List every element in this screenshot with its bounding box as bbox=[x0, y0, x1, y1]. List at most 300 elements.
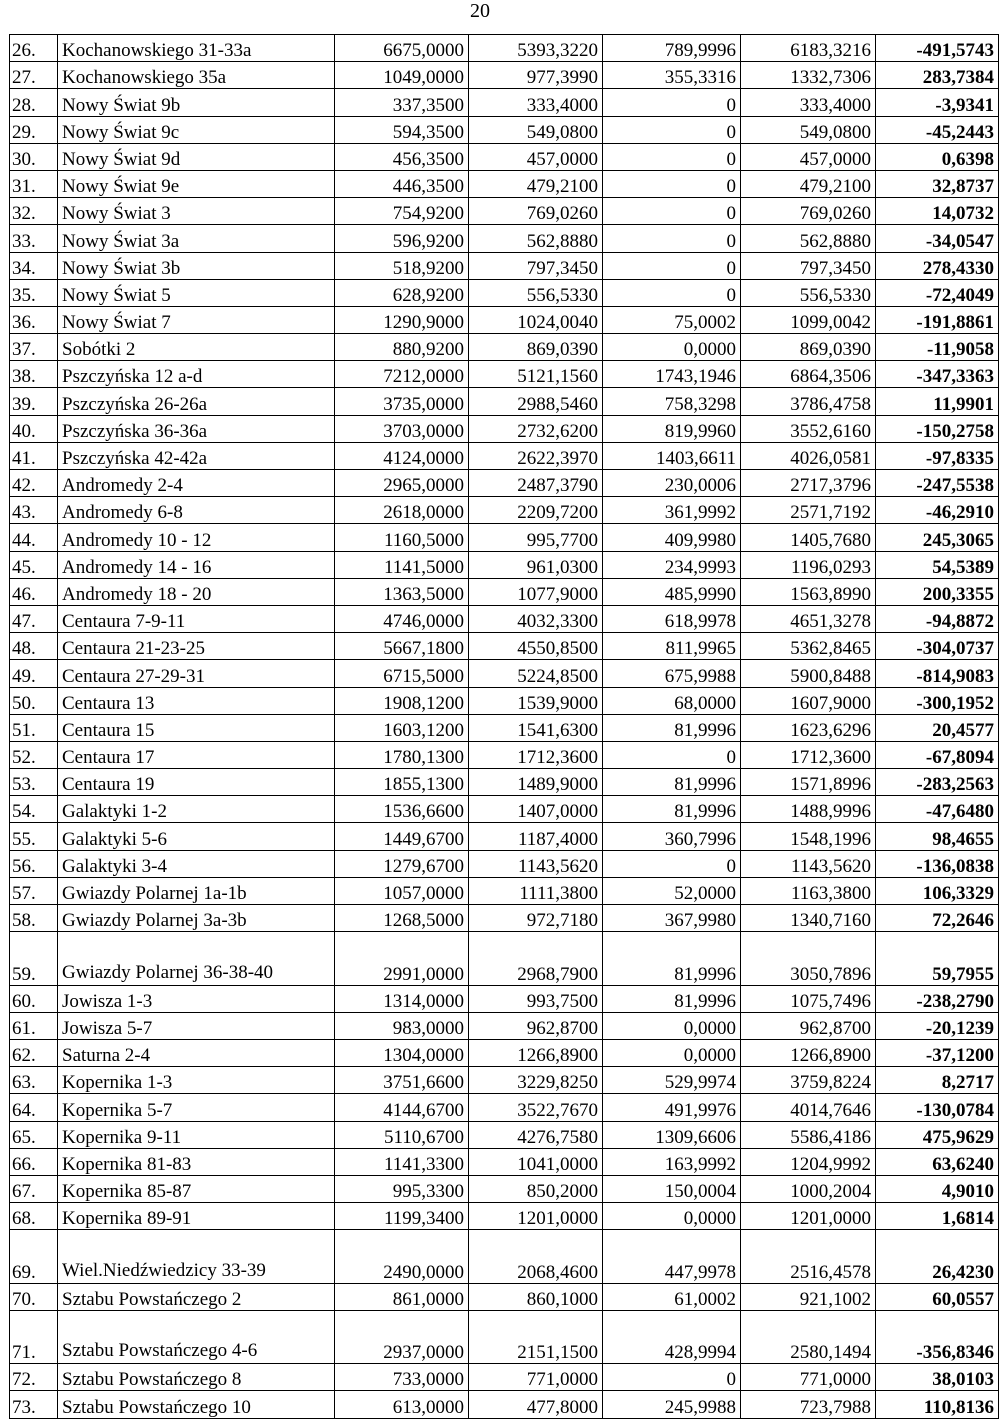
value-3-cell: 491,9976 bbox=[603, 1094, 741, 1121]
value-2-cell: 1407,0000 bbox=[469, 796, 603, 823]
value-2-cell: 4032,3300 bbox=[469, 605, 603, 632]
value-3-cell: 0 bbox=[603, 279, 741, 306]
address-cell: Nowy Świat 3b bbox=[58, 252, 335, 279]
row-number-cell: 30. bbox=[10, 143, 58, 170]
difference-cell: 278,4330 bbox=[876, 252, 999, 279]
address-cell: Nowy Świat 9c bbox=[58, 116, 335, 143]
value-4-cell: 3552,6160 bbox=[741, 415, 876, 442]
value-2-cell: 2622,3970 bbox=[469, 442, 603, 469]
address-cell: Andromedy 6-8 bbox=[58, 497, 335, 524]
value-3-cell: 0 bbox=[603, 225, 741, 252]
value-1-cell: 983,0000 bbox=[335, 1012, 469, 1039]
value-1-cell: 1160,5000 bbox=[335, 524, 469, 551]
value-1-cell: 2991,0000 bbox=[335, 932, 469, 985]
row-number-cell: 69. bbox=[10, 1230, 58, 1283]
difference-cell: -136,0838 bbox=[876, 850, 999, 877]
difference-cell: -11,9058 bbox=[876, 334, 999, 361]
value-4-cell: 1163,3800 bbox=[741, 877, 876, 904]
value-4-cell: 479,2100 bbox=[741, 170, 876, 197]
value-1-cell: 3735,0000 bbox=[335, 388, 469, 415]
value-2-cell: 1077,9000 bbox=[469, 578, 603, 605]
value-3-cell: 0 bbox=[603, 741, 741, 768]
row-number-cell: 40. bbox=[10, 415, 58, 442]
address-cell: Galaktyki 3-4 bbox=[58, 850, 335, 877]
value-4-cell: 2516,4578 bbox=[741, 1230, 876, 1283]
value-2-cell: 1187,4000 bbox=[469, 823, 603, 850]
difference-cell: -283,2563 bbox=[876, 769, 999, 796]
value-3-cell: 485,9990 bbox=[603, 578, 741, 605]
value-4-cell: 1000,2004 bbox=[741, 1175, 876, 1202]
table-row bbox=[10, 823, 999, 850]
row-number-cell: 42. bbox=[10, 470, 58, 497]
address-cell: Centaura 21-23-25 bbox=[58, 633, 335, 660]
value-2-cell: 2209,7200 bbox=[469, 497, 603, 524]
difference-cell: 245,3065 bbox=[876, 524, 999, 551]
table-row bbox=[10, 524, 999, 551]
value-4-cell: 1143,5620 bbox=[741, 850, 876, 877]
value-4-cell: 6183,3216 bbox=[741, 35, 876, 62]
row-number-cell: 32. bbox=[10, 198, 58, 225]
value-1-cell: 1855,1300 bbox=[335, 769, 469, 796]
difference-cell: -20,1239 bbox=[876, 1012, 999, 1039]
value-1-cell: 1314,0000 bbox=[335, 985, 469, 1012]
table-row bbox=[10, 306, 999, 333]
row-number-cell: 29. bbox=[10, 116, 58, 143]
value-3-cell: 81,9996 bbox=[603, 932, 741, 985]
address-cell: Jowisza 5-7 bbox=[58, 1012, 335, 1039]
difference-cell: 11,9901 bbox=[876, 388, 999, 415]
address-cell: Kopernika 9-11 bbox=[58, 1121, 335, 1148]
value-1-cell: 3703,0000 bbox=[335, 415, 469, 442]
table-row bbox=[10, 1310, 999, 1363]
value-4-cell: 1196,0293 bbox=[741, 551, 876, 578]
row-number-cell: 26. bbox=[10, 35, 58, 62]
value-2-cell: 1201,0000 bbox=[469, 1203, 603, 1230]
value-3-cell: 367,9980 bbox=[603, 905, 741, 932]
value-2-cell: 1024,0040 bbox=[469, 306, 603, 333]
value-3-cell: 245,9988 bbox=[603, 1391, 741, 1418]
difference-cell: -150,2758 bbox=[876, 415, 999, 442]
difference-cell: 98,4655 bbox=[876, 823, 999, 850]
value-1-cell: 1603,1200 bbox=[335, 714, 469, 741]
address-cell: Centaura 17 bbox=[58, 741, 335, 768]
table-row bbox=[10, 198, 999, 225]
row-number-cell: 39. bbox=[10, 388, 58, 415]
value-4-cell: 3759,8224 bbox=[741, 1067, 876, 1094]
value-2-cell: 850,2000 bbox=[469, 1175, 603, 1202]
row-number-cell: 47. bbox=[10, 605, 58, 632]
value-1-cell: 1141,5000 bbox=[335, 551, 469, 578]
row-number-cell: 65. bbox=[10, 1121, 58, 1148]
address-cell: Galaktyki 5-6 bbox=[58, 823, 335, 850]
row-number-cell: 52. bbox=[10, 741, 58, 768]
value-1-cell: 446,3500 bbox=[335, 170, 469, 197]
value-3-cell: 0,0000 bbox=[603, 1039, 741, 1066]
value-4-cell: 5900,8488 bbox=[741, 660, 876, 687]
difference-cell: 54,5389 bbox=[876, 551, 999, 578]
table-row bbox=[10, 1012, 999, 1039]
value-2-cell: 2968,7900 bbox=[469, 932, 603, 985]
value-2-cell: 995,7700 bbox=[469, 524, 603, 551]
value-4-cell: 549,0800 bbox=[741, 116, 876, 143]
address-cell: Galaktyki 1-2 bbox=[58, 796, 335, 823]
value-1-cell: 594,3500 bbox=[335, 116, 469, 143]
address-cell: Gwiazdy Polarnej 3a-3b bbox=[58, 905, 335, 932]
value-1-cell: 3751,6600 bbox=[335, 1067, 469, 1094]
row-number-cell: 68. bbox=[10, 1203, 58, 1230]
value-4-cell: 1571,8996 bbox=[741, 769, 876, 796]
value-2-cell: 977,3990 bbox=[469, 62, 603, 89]
value-3-cell: 0,0000 bbox=[603, 1012, 741, 1039]
value-3-cell: 81,9996 bbox=[603, 769, 741, 796]
table-row bbox=[10, 1283, 999, 1310]
table-row bbox=[10, 143, 999, 170]
address-cell: Sztabu Powstańczego 8 bbox=[58, 1364, 335, 1391]
value-3-cell: 81,9996 bbox=[603, 714, 741, 741]
row-number-cell: 56. bbox=[10, 850, 58, 877]
address-cell: Andromedy 2-4 bbox=[58, 470, 335, 497]
address-cell: Gwiazdy Polarnej 36-38-40 bbox=[58, 932, 335, 985]
value-3-cell: 675,9988 bbox=[603, 660, 741, 687]
table-row bbox=[10, 62, 999, 89]
value-1-cell: 337,3500 bbox=[335, 89, 469, 116]
value-1-cell: 518,9200 bbox=[335, 252, 469, 279]
value-4-cell: 2717,3796 bbox=[741, 470, 876, 497]
table-row bbox=[10, 1148, 999, 1175]
value-1-cell: 5110,6700 bbox=[335, 1121, 469, 1148]
value-4-cell: 556,5330 bbox=[741, 279, 876, 306]
difference-cell: -97,8335 bbox=[876, 442, 999, 469]
value-2-cell: 1041,0000 bbox=[469, 1148, 603, 1175]
difference-cell: -347,3363 bbox=[876, 361, 999, 388]
table-row bbox=[10, 1039, 999, 1066]
value-4-cell: 771,0000 bbox=[741, 1364, 876, 1391]
table-row bbox=[10, 985, 999, 1012]
row-number-cell: 33. bbox=[10, 225, 58, 252]
table-row bbox=[10, 442, 999, 469]
table-row bbox=[10, 388, 999, 415]
value-1-cell: 995,3300 bbox=[335, 1175, 469, 1202]
address-cell: Kopernika 89-91 bbox=[58, 1203, 335, 1230]
address-cell: Kopernika 1-3 bbox=[58, 1067, 335, 1094]
table-row bbox=[10, 633, 999, 660]
difference-cell: 475,9629 bbox=[876, 1121, 999, 1148]
difference-cell: -304,0737 bbox=[876, 633, 999, 660]
value-3-cell: 0 bbox=[603, 252, 741, 279]
value-3-cell: 61,0002 bbox=[603, 1283, 741, 1310]
value-3-cell: 1403,6611 bbox=[603, 442, 741, 469]
value-4-cell: 723,7988 bbox=[741, 1391, 876, 1418]
table-row bbox=[10, 470, 999, 497]
row-number-cell: 38. bbox=[10, 361, 58, 388]
value-1-cell: 4746,0000 bbox=[335, 605, 469, 632]
value-2-cell: 5224,8500 bbox=[469, 660, 603, 687]
difference-cell: 0,6398 bbox=[876, 143, 999, 170]
value-4-cell: 1563,8990 bbox=[741, 578, 876, 605]
table-row bbox=[10, 89, 999, 116]
table-row bbox=[10, 769, 999, 796]
value-4-cell: 333,4000 bbox=[741, 89, 876, 116]
table-row bbox=[10, 1203, 999, 1230]
value-2-cell: 769,0260 bbox=[469, 198, 603, 225]
address-cell: Sztabu Powstańczego 2 bbox=[58, 1283, 335, 1310]
address-cell: Nowy Świat 3 bbox=[58, 198, 335, 225]
row-number-cell: 45. bbox=[10, 551, 58, 578]
value-1-cell: 1304,0000 bbox=[335, 1039, 469, 1066]
value-4-cell: 4026,0581 bbox=[741, 442, 876, 469]
address-cell: Nowy Świat 9e bbox=[58, 170, 335, 197]
value-1-cell: 2618,0000 bbox=[335, 497, 469, 524]
row-number-cell: 53. bbox=[10, 769, 58, 796]
value-2-cell: 1712,3600 bbox=[469, 741, 603, 768]
address-cell: Nowy Świat 9b bbox=[58, 89, 335, 116]
value-2-cell: 562,8880 bbox=[469, 225, 603, 252]
value-4-cell: 869,0390 bbox=[741, 334, 876, 361]
difference-cell: -356,8346 bbox=[876, 1310, 999, 1363]
table-row bbox=[10, 415, 999, 442]
value-2-cell: 2732,6200 bbox=[469, 415, 603, 442]
difference-cell: -72,4049 bbox=[876, 279, 999, 306]
table-row bbox=[10, 170, 999, 197]
table-row bbox=[10, 687, 999, 714]
address-cell: Pszczyńska 26-26a bbox=[58, 388, 335, 415]
address-cell: Centaura 19 bbox=[58, 769, 335, 796]
value-3-cell: 234,9993 bbox=[603, 551, 741, 578]
value-3-cell: 1743,1946 bbox=[603, 361, 741, 388]
difference-cell: -814,9083 bbox=[876, 660, 999, 687]
value-1-cell: 1057,0000 bbox=[335, 877, 469, 904]
table-row bbox=[10, 605, 999, 632]
value-2-cell: 477,8000 bbox=[469, 1391, 603, 1418]
table-row bbox=[10, 660, 999, 687]
value-3-cell: 447,9978 bbox=[603, 1230, 741, 1283]
value-1-cell: 1908,1200 bbox=[335, 687, 469, 714]
row-number-cell: 34. bbox=[10, 252, 58, 279]
row-number-cell: 58. bbox=[10, 905, 58, 932]
value-1-cell: 1290,9000 bbox=[335, 306, 469, 333]
difference-cell: -3,9341 bbox=[876, 89, 999, 116]
value-1-cell: 1141,3300 bbox=[335, 1148, 469, 1175]
value-3-cell: 81,9996 bbox=[603, 985, 741, 1012]
difference-cell: -47,6480 bbox=[876, 796, 999, 823]
value-2-cell: 2487,3790 bbox=[469, 470, 603, 497]
difference-cell: 20,4577 bbox=[876, 714, 999, 741]
table-row bbox=[10, 279, 999, 306]
value-1-cell: 1049,0000 bbox=[335, 62, 469, 89]
table-row bbox=[10, 877, 999, 904]
value-3-cell: 0 bbox=[603, 850, 741, 877]
table-row bbox=[10, 905, 999, 932]
value-1-cell: 7212,0000 bbox=[335, 361, 469, 388]
table-row bbox=[10, 252, 999, 279]
difference-cell: -130,0784 bbox=[876, 1094, 999, 1121]
value-1-cell: 1279,6700 bbox=[335, 850, 469, 877]
value-2-cell: 771,0000 bbox=[469, 1364, 603, 1391]
value-2-cell: 1143,5620 bbox=[469, 850, 603, 877]
value-2-cell: 4276,7580 bbox=[469, 1121, 603, 1148]
value-3-cell: 618,9978 bbox=[603, 605, 741, 632]
table-row bbox=[10, 1230, 999, 1283]
value-3-cell: 0 bbox=[603, 116, 741, 143]
value-1-cell: 456,3500 bbox=[335, 143, 469, 170]
row-number-cell: 50. bbox=[10, 687, 58, 714]
value-1-cell: 2937,0000 bbox=[335, 1310, 469, 1363]
value-4-cell: 1332,7306 bbox=[741, 62, 876, 89]
difference-cell: -191,8861 bbox=[876, 306, 999, 333]
row-number-cell: 54. bbox=[10, 796, 58, 823]
value-1-cell: 596,9200 bbox=[335, 225, 469, 252]
value-1-cell: 1268,5000 bbox=[335, 905, 469, 932]
value-3-cell: 811,9965 bbox=[603, 633, 741, 660]
value-3-cell: 0 bbox=[603, 1364, 741, 1391]
value-4-cell: 5362,8465 bbox=[741, 633, 876, 660]
difference-cell: 4,9010 bbox=[876, 1175, 999, 1202]
value-1-cell: 5667,1800 bbox=[335, 633, 469, 660]
address-cell: Saturna 2-4 bbox=[58, 1039, 335, 1066]
value-1-cell: 754,9200 bbox=[335, 198, 469, 225]
value-4-cell: 1548,1996 bbox=[741, 823, 876, 850]
table-row bbox=[10, 1121, 999, 1148]
address-cell: Pszczyńska 12 a-d bbox=[58, 361, 335, 388]
row-number-cell: 73. bbox=[10, 1391, 58, 1418]
address-cell: Centaura 15 bbox=[58, 714, 335, 741]
difference-cell: 106,3329 bbox=[876, 877, 999, 904]
value-2-cell: 1111,3800 bbox=[469, 877, 603, 904]
value-2-cell: 4550,8500 bbox=[469, 633, 603, 660]
row-number-cell: 43. bbox=[10, 497, 58, 524]
address-cell: Nowy Świat 9d bbox=[58, 143, 335, 170]
value-2-cell: 1541,6300 bbox=[469, 714, 603, 741]
row-number-cell: 49. bbox=[10, 660, 58, 687]
value-2-cell: 993,7500 bbox=[469, 985, 603, 1012]
value-2-cell: 5393,3220 bbox=[469, 35, 603, 62]
table-row bbox=[10, 741, 999, 768]
value-2-cell: 962,8700 bbox=[469, 1012, 603, 1039]
difference-cell: 38,0103 bbox=[876, 1364, 999, 1391]
table-row bbox=[10, 35, 999, 62]
row-number-cell: 60. bbox=[10, 985, 58, 1012]
value-4-cell: 1340,7160 bbox=[741, 905, 876, 932]
row-number-cell: 27. bbox=[10, 62, 58, 89]
value-3-cell: 0 bbox=[603, 198, 741, 225]
value-3-cell: 428,9994 bbox=[603, 1310, 741, 1363]
difference-cell: -300,1952 bbox=[876, 687, 999, 714]
difference-cell: -37,1200 bbox=[876, 1039, 999, 1066]
value-3-cell: 355,3316 bbox=[603, 62, 741, 89]
value-4-cell: 4014,7646 bbox=[741, 1094, 876, 1121]
difference-cell: -45,2443 bbox=[876, 116, 999, 143]
value-2-cell: 556,5330 bbox=[469, 279, 603, 306]
difference-cell: 1,6814 bbox=[876, 1203, 999, 1230]
value-3-cell: 0 bbox=[603, 89, 741, 116]
value-1-cell: 1780,1300 bbox=[335, 741, 469, 768]
table-row bbox=[10, 225, 999, 252]
row-number-cell: 48. bbox=[10, 633, 58, 660]
value-4-cell: 562,8880 bbox=[741, 225, 876, 252]
value-3-cell: 0,0000 bbox=[603, 334, 741, 361]
value-1-cell: 880,9200 bbox=[335, 334, 469, 361]
address-cell: Centaura 7-9-11 bbox=[58, 605, 335, 632]
value-1-cell: 1199,3400 bbox=[335, 1203, 469, 1230]
value-4-cell: 4651,3278 bbox=[741, 605, 876, 632]
value-1-cell: 6675,0000 bbox=[335, 35, 469, 62]
table-row bbox=[10, 796, 999, 823]
value-4-cell: 3786,4758 bbox=[741, 388, 876, 415]
value-2-cell: 1489,9000 bbox=[469, 769, 603, 796]
value-4-cell: 921,1002 bbox=[741, 1283, 876, 1310]
row-number-cell: 61. bbox=[10, 1012, 58, 1039]
value-1-cell: 2965,0000 bbox=[335, 470, 469, 497]
row-number-cell: 72. bbox=[10, 1364, 58, 1391]
value-3-cell: 758,3298 bbox=[603, 388, 741, 415]
row-number-cell: 46. bbox=[10, 578, 58, 605]
value-2-cell: 2988,5460 bbox=[469, 388, 603, 415]
difference-cell: 26,4230 bbox=[876, 1230, 999, 1283]
address-cell: Nowy Świat 7 bbox=[58, 306, 335, 333]
table-row bbox=[10, 932, 999, 985]
value-2-cell: 797,3450 bbox=[469, 252, 603, 279]
address-cell: Andromedy 14 - 16 bbox=[58, 551, 335, 578]
table-row bbox=[10, 116, 999, 143]
value-3-cell: 361,9992 bbox=[603, 497, 741, 524]
difference-cell: 63,6240 bbox=[876, 1148, 999, 1175]
table-body bbox=[10, 35, 999, 1419]
address-cell: Andromedy 10 - 12 bbox=[58, 524, 335, 551]
value-4-cell: 962,8700 bbox=[741, 1012, 876, 1039]
value-4-cell: 1201,0000 bbox=[741, 1203, 876, 1230]
table-row bbox=[10, 1175, 999, 1202]
address-cell: Kopernika 81-83 bbox=[58, 1148, 335, 1175]
value-2-cell: 5121,1560 bbox=[469, 361, 603, 388]
row-number-cell: 44. bbox=[10, 524, 58, 551]
difference-cell: -247,5538 bbox=[876, 470, 999, 497]
table-row bbox=[10, 361, 999, 388]
address-cell: Sztabu Powstańczego 10 bbox=[58, 1391, 335, 1418]
address-cell: Andromedy 18 - 20 bbox=[58, 578, 335, 605]
row-number-cell: 51. bbox=[10, 714, 58, 741]
value-3-cell: 52,0000 bbox=[603, 877, 741, 904]
value-2-cell: 3522,7670 bbox=[469, 1094, 603, 1121]
value-4-cell: 1099,0042 bbox=[741, 306, 876, 333]
difference-cell: 59,7955 bbox=[876, 932, 999, 985]
value-3-cell: 68,0000 bbox=[603, 687, 741, 714]
value-3-cell: 163,9992 bbox=[603, 1148, 741, 1175]
value-3-cell: 81,9996 bbox=[603, 796, 741, 823]
value-4-cell: 1607,9000 bbox=[741, 687, 876, 714]
row-number-cell: 64. bbox=[10, 1094, 58, 1121]
value-2-cell: 1266,8900 bbox=[469, 1039, 603, 1066]
value-1-cell: 628,9200 bbox=[335, 279, 469, 306]
row-number-cell: 55. bbox=[10, 823, 58, 850]
difference-cell: 32,8737 bbox=[876, 170, 999, 197]
value-2-cell: 869,0390 bbox=[469, 334, 603, 361]
address-cell: Pszczyńska 36-36a bbox=[58, 415, 335, 442]
address-cell: Centaura 13 bbox=[58, 687, 335, 714]
value-3-cell: 409,9980 bbox=[603, 524, 741, 551]
value-4-cell: 1266,8900 bbox=[741, 1039, 876, 1066]
value-3-cell: 1309,6606 bbox=[603, 1121, 741, 1148]
value-4-cell: 457,0000 bbox=[741, 143, 876, 170]
address-cell: Wiel.Niedźwiedzicy 33-39 bbox=[58, 1230, 335, 1283]
value-3-cell: 360,7996 bbox=[603, 823, 741, 850]
table-row bbox=[10, 551, 999, 578]
row-number-cell: 41. bbox=[10, 442, 58, 469]
value-3-cell: 75,0002 bbox=[603, 306, 741, 333]
address-cell: Jowisza 1-3 bbox=[58, 985, 335, 1012]
row-number-cell: 31. bbox=[10, 170, 58, 197]
value-1-cell: 4124,0000 bbox=[335, 442, 469, 469]
address-cell: Kochanowskiego 31-33a bbox=[58, 35, 335, 62]
